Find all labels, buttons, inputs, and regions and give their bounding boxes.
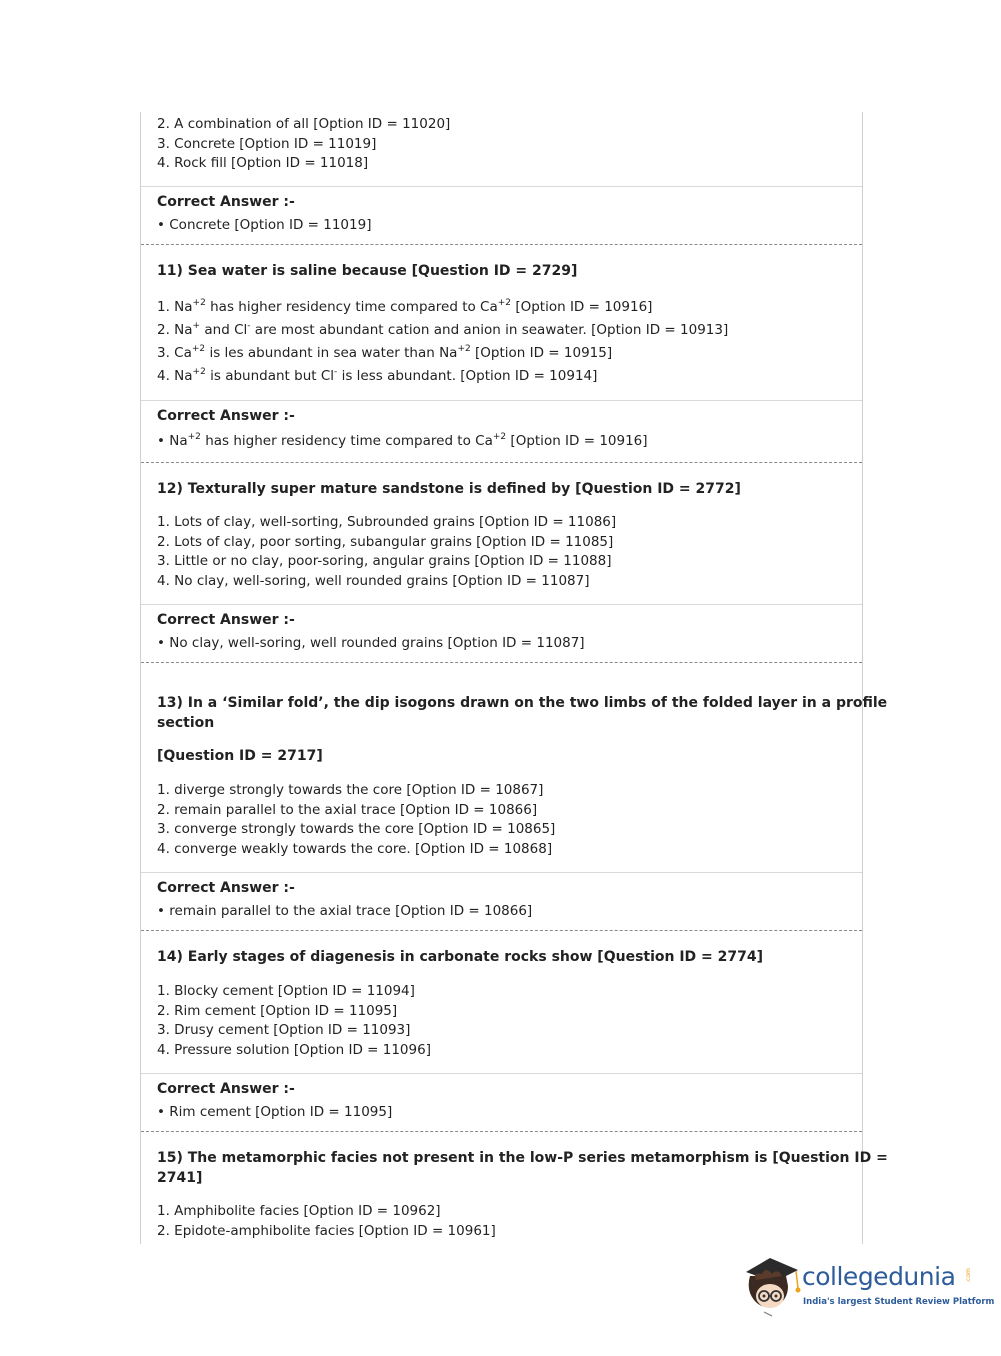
q15-option-2: 2. Epidote-amphibolite facies [Option ID = 10961] [157, 1223, 496, 1239]
q13-option-3: 3. converge strongly towards the core [Option ID = 10865] [157, 821, 556, 837]
q13-option-4: 4. converge weakly towards the core. [Option ID = 10868] [157, 841, 553, 857]
q11-option-4: 4. $Na^{+2}$ is abundant but Cl- is less abundant. [Option ID = 10914] [157, 367, 598, 384]
document-page [140, 112, 888, 1244]
logo-tagline: India's largest Student Review Platform [803, 1297, 995, 1307]
q13-option-2: 2. remain parallel to the axial trace [Option ID = 10866] [157, 802, 538, 818]
question-separator [141, 662, 862, 663]
q13-title-line-1: 13) In a ‘Similar fold’, the dip isogons drawn on the two limbs of the folded layer in a profile [157, 695, 888, 711]
logo-wordmark: collegedunia [802, 1262, 956, 1291]
separator [141, 872, 862, 873]
q12-answer-label: Correct Answer :- [157, 612, 295, 628]
separator [141, 186, 862, 187]
q10-answer-label: Correct Answer :- [157, 194, 295, 210]
logo-com: .com [964, 1268, 972, 1283]
q12-answer: • No clay, well-soring, well rounded grains [Option ID = 11087] [157, 635, 585, 651]
q14-option-4: 4. Pressure solution [Option ID = 11096] [157, 1042, 431, 1058]
q13-answer-label: Correct Answer :- [157, 880, 295, 896]
collegedunia-logo [742, 1250, 995, 1320]
q12-title: 12) Texturally super mature sandstone is defined by [Question ID = 2772] [157, 481, 741, 497]
separator [141, 604, 862, 605]
q13-option-1: 1. diverge strongly towards the core [Option ID = 10867] [157, 782, 544, 798]
separator [141, 400, 862, 401]
q13-question-id: [Question ID = 2717] [157, 748, 323, 764]
q14-option-1: 1. Blocky cement [Option ID = 11094] [157, 983, 415, 999]
q12-option-2: 2. Lots of clay, poor sorting, subangular grains [Option ID = 11085] [157, 534, 614, 550]
q14-answer: • Rim cement [Option ID = 11095] [157, 1104, 393, 1120]
q10-option-2: 2. A combination of all [Option ID = 11020] [157, 116, 451, 132]
q11-option-1: 1. $Na^{+2}$ has higher residency time compared to $Ca^{+2}$ [Option ID = 10916] [157, 298, 653, 315]
q10-option-4: 4. Rock fill [Option ID = 11018] [157, 155, 369, 171]
q11-answer: • $Na^{+2}$ has higher residency time compared to $Ca^{+2}$ [Option ID = 10916] [157, 432, 648, 449]
q14-title: 14) Early stages of diagenesis in carbonate rocks show [Question ID = 2774] [157, 949, 764, 965]
question-separator [141, 930, 862, 931]
q12-option-4: 4. No clay, well-soring, well rounded grains [Option ID = 11087] [157, 573, 590, 589]
q15-title-line-2: 2741] [157, 1170, 203, 1186]
q11-option-3: 3. $Ca^{+2}$ is les abundant in sea water than $Na^{+2}$ [Option ID = 10915] [157, 344, 613, 361]
q14-option-3: 3. Drusy cement [Option ID = 11093] [157, 1022, 411, 1038]
q10-answer: • Concrete [Option ID = 11019] [157, 217, 372, 233]
q14-option-2: 2. Rim cement [Option ID = 11095] [157, 1003, 398, 1019]
q13-answer: • remain parallel to the axial trace [Option ID = 10866] [157, 903, 533, 919]
separator [141, 1073, 862, 1074]
mascot-icon [742, 1250, 802, 1320]
q11-answer-label: Correct Answer :- [157, 408, 295, 424]
q11-option-2: 2. Na+ and Cl- are most abundant cation and anion in seawater. [Option ID = 10913] [157, 321, 729, 338]
question-separator [141, 244, 862, 245]
q13-title-line-2: section [157, 715, 215, 731]
question-separator [141, 1131, 862, 1132]
q15-title-line-1: 15) The metamorphic facies not present in the low-P series metamorphism is [Question ID = [157, 1150, 888, 1166]
q10-option-3: 3. Concrete [Option ID = 11019] [157, 136, 377, 152]
q15-option-1: 1. Amphibolite facies [Option ID = 10962] [157, 1203, 441, 1219]
q11-title: 11) Sea water is saline because [Question ID = 2729] [157, 263, 578, 279]
q12-option-3: 3. Little or no clay, poor-soring, angular grains [Option ID = 11088] [157, 553, 612, 569]
q14-answer-label: Correct Answer :- [157, 1081, 295, 1097]
q12-option-1: 1. Lots of clay, well-sorting, Subrounded grains [Option ID = 11086] [157, 514, 617, 530]
question-separator [141, 462, 862, 463]
